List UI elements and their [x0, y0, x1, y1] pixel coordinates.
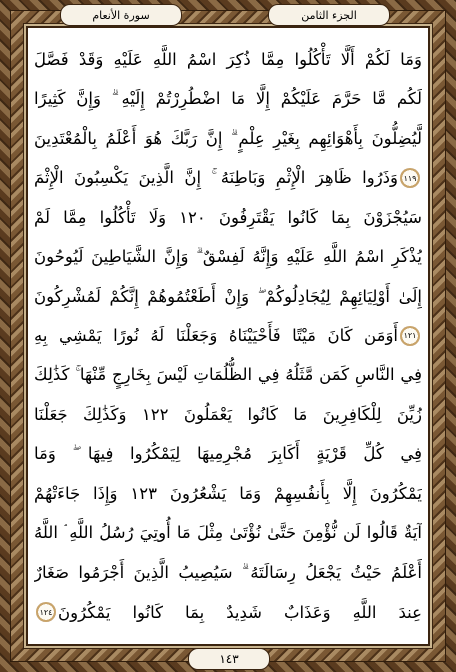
quran-text-block	[34, 40, 422, 632]
text-line	[34, 40, 422, 79]
verse-text: إِلَىٰ أَوْلِيَائِهِمْ لِيُجَادِلُوكُمْ ۖ وَإِنْ أَطَعْتُمُوهُمْ إِنَّكُمْ لَمُشْرِكُونَ	[34, 286, 422, 306]
verse-text: يَمْكُرُونَ إِلَّا بِأَنفُسِهِمْ وَمَا يَشْعُرُونَ ١٢٣ وَإِذَا جَاءَتْهُمْ	[34, 484, 422, 504]
verse-text: أَعْلَمُ حَيْثُ يَجْعَلُ رِسَالَتَهُ ۗ سَيُصِيبُ الَّذِينَ أَجْرَمُوا صَغَارٌ	[34, 562, 422, 582]
text-line	[34, 395, 422, 434]
text-line	[34, 277, 422, 316]
verse-text: وَمَا لَكُمْ أَلَّا تَأْكُلُوا مِمَّا ذُكِرَ اسْمُ اللَّهِ عَلَيْهِ وَقَدْ فَصَّلَ	[34, 50, 422, 70]
text-line	[34, 119, 422, 158]
page-number: ١٤٣	[188, 648, 270, 670]
text-line	[34, 553, 422, 592]
juz-label: الجزء الثامن	[268, 4, 390, 26]
surah-label: سورة الأنعام	[60, 4, 182, 26]
ayah-number-marker: ١٢٤	[36, 602, 56, 622]
text-line	[34, 435, 422, 474]
verse-text: فِي كُلِّ قَرْيَةٍ أَكَابِرَ مُجْرِمِيهَا لِيَمْكُرُوا فِيهَا ۖ وَمَا	[34, 444, 422, 464]
ayah-number-marker: ١٢١	[400, 326, 420, 346]
text-line	[34, 237, 422, 276]
verse-text: لَّيُضِلُّونَ بِأَهْوَائِهِم بِغَيْرِ عِلْمٍ ۗ إِنَّ رَبَّكَ هُوَ أَعْلَمُ بِالْمُعْتَدِينَ	[34, 128, 422, 148]
verse-text: آيَةٌ قَالُوا لَن نُّؤْمِنَ حَتَّىٰ نُؤْتَىٰ مِثْلَ مَا أُوتِيَ رُسُلُ اللَّهِ ۘ اللَّهُ	[34, 523, 422, 543]
verse-text: عِندَ اللَّهِ وَعَذَابٌ شَدِيدٌ بِمَا كَانُوا يَمْكُرُونَ	[58, 602, 422, 622]
text-line	[34, 158, 422, 197]
verse-text: وَذَرُوا ظَاهِرَ الْإِثْمِ وَبَاطِنَهُ ۚ إِنَّ الَّذِينَ يَكْسِبُونَ الْإِثْمَ	[34, 168, 398, 188]
verse-text: زُيِّنَ لِلْكَافِرِينَ مَا كَانُوا يَعْمَلُونَ ١٢٢ وَكَذَٰلِكَ جَعَلْنَا	[34, 405, 422, 425]
ayah-number-marker: ١١٩	[400, 168, 420, 188]
text-line	[34, 198, 422, 237]
verse-text: فِي النَّاسِ كَمَن مَّثَلُهُ فِي الظُّلُمَاتِ لَيْسَ بِخَارِجٍ مِّنْهَا ۚ كَذَٰلِكَ	[34, 365, 422, 385]
verse-text: لَكُم مَّا حَرَّمَ عَلَيْكُمْ إِلَّا مَا اضْطُرِرْتُمْ إِلَيْهِ ۗ وَإِنَّ كَثِيرًا	[34, 89, 422, 109]
text-line	[34, 356, 422, 395]
verse-text: سَيُجْزَوْنَ بِمَا كَانُوا يَقْتَرِفُونَ ١٢٠ وَلَا تَأْكُلُوا مِمَّا لَمْ	[34, 208, 422, 228]
verse-text: يُذْكَرِ اسْمُ اللَّهِ عَلَيْهِ وَإِنَّهُ لَفِسْقٌ ۗ وَإِنَّ الشَّيَاطِينَ لَيُوحُونَ	[34, 247, 422, 267]
text-line	[34, 593, 422, 632]
text-line	[34, 514, 422, 553]
text-line	[34, 79, 422, 118]
text-line	[34, 316, 422, 355]
verse-text: أَوَمَن كَانَ مَيْتًا فَأَحْيَيْنَاهُ وَجَعَلْنَا لَهُ نُورًا يَمْشِي بِهِ	[34, 326, 398, 346]
text-line	[34, 474, 422, 513]
